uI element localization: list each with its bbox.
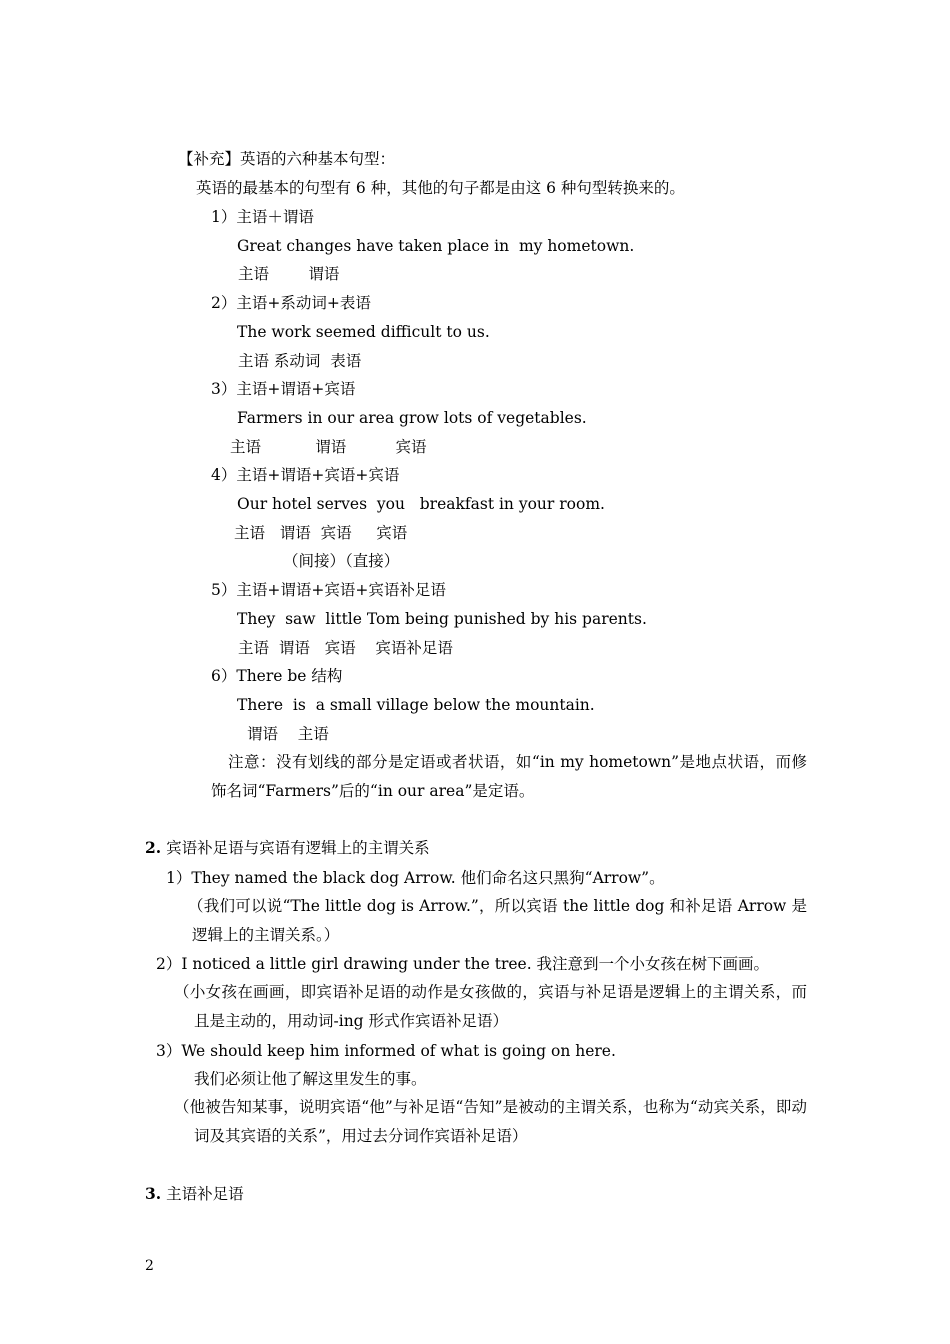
pattern-4-labels-2: （间接）（直接） bbox=[283, 552, 400, 570]
section-2-item-3-explain: （他被告知某事，说明宾语“他”与补足语“告知”是被动的主谓关系，也称为“动宾关系，即动词及其宾语的关系”，用过去分词作宾语补足语） bbox=[174, 1098, 807, 1145]
page-number: 2 bbox=[145, 1258, 154, 1274]
section-2-number: 2. bbox=[145, 838, 162, 857]
pattern-6-title: 6）There be 结构 bbox=[211, 667, 343, 685]
supplement-note: 注意：没有划线的部分是定语或者状语，如“in my hometown”是地点状语，而修饰名词“Farmers”后的“in our area”是定语。 bbox=[211, 753, 807, 800]
section-2-item-1-explain: （我们可以说“The little dog is Arrow.”，所以宾语 the little dog 和补足语 Arrow 是逻辑上的主谓关系。） bbox=[188, 897, 807, 944]
pattern-1-example: Great changes have taken place in my hometown. bbox=[237, 237, 635, 255]
section-3-number: 3. bbox=[145, 1184, 162, 1203]
supplement-heading: 【补充】英语的六种基本句型： bbox=[178, 150, 396, 168]
supplement-intro: 英语的最基本的句型有 6 种，其他的句子都是由这 6 种句型转换来的。 bbox=[196, 179, 685, 197]
pattern-6-example: There is a small village below the mountain. bbox=[237, 696, 595, 714]
section-2-item-2-sentence: 2）I noticed a little girl drawing under the tree. 我注意到一个小女孩在树下画画。 bbox=[156, 955, 770, 973]
pattern-4-labels: 主语 谓语 宾语 宾语 bbox=[234, 524, 408, 542]
pattern-2-title: 2）主语+系动词+表语 bbox=[211, 294, 371, 312]
pattern-4-example: Our hotel serves you breakfast in your room. bbox=[237, 495, 605, 513]
section-2-item-2-explain: （小女孩在画画，即宾语补足语的动作是女孩做的，宾语与补足语是逻辑上的主谓关系，而且是主动的，用动词-ing 形式作宾语补足语） bbox=[174, 983, 807, 1030]
section-2-title: 宾语补足语与宾语有逻辑上的主谓关系 bbox=[166, 839, 430, 857]
pattern-1-title: 1）主语＋谓语 bbox=[211, 208, 314, 226]
pattern-5-labels: 主语 谓语 宾语 宾语补足语 bbox=[238, 639, 453, 657]
section-2-item-1-sentence: 1）They named the black dog Arrow. 他们命名这只黑狗“Arrow”。 bbox=[166, 869, 665, 887]
section-3-title: 主语补足语 bbox=[166, 1185, 244, 1203]
pattern-5-title: 5）主语+谓语+宾语+宾语补足语 bbox=[211, 581, 446, 599]
pattern-3-example: Farmers in our area grow lots of vegetables. bbox=[237, 409, 587, 427]
pattern-4-title: 4）主语+谓语+宾语+宾语 bbox=[211, 466, 400, 484]
pattern-3-title: 3）主语+谓语+宾语 bbox=[211, 380, 356, 398]
pattern-1-labels: 主语 谓语 bbox=[238, 265, 340, 283]
pattern-6-labels: 谓语 主语 bbox=[247, 725, 329, 743]
section-2-item-3-translation: 我们必须让他了解这里发生的事。 bbox=[194, 1070, 427, 1088]
section-2-heading bbox=[145, 838, 430, 858]
pattern-3-labels: 主语 谓语 宾语 bbox=[230, 438, 427, 456]
section-2-item-3-sentence: 3）We should keep him informed of what is going on here. bbox=[156, 1042, 616, 1060]
pattern-2-labels: 主语 系动词 表语 bbox=[238, 352, 362, 370]
pattern-5-example: They saw little Tom being punished by his parents. bbox=[237, 610, 647, 628]
pattern-2-example: The work seemed difficult to us. bbox=[237, 323, 490, 341]
section-3-heading bbox=[145, 1184, 244, 1204]
